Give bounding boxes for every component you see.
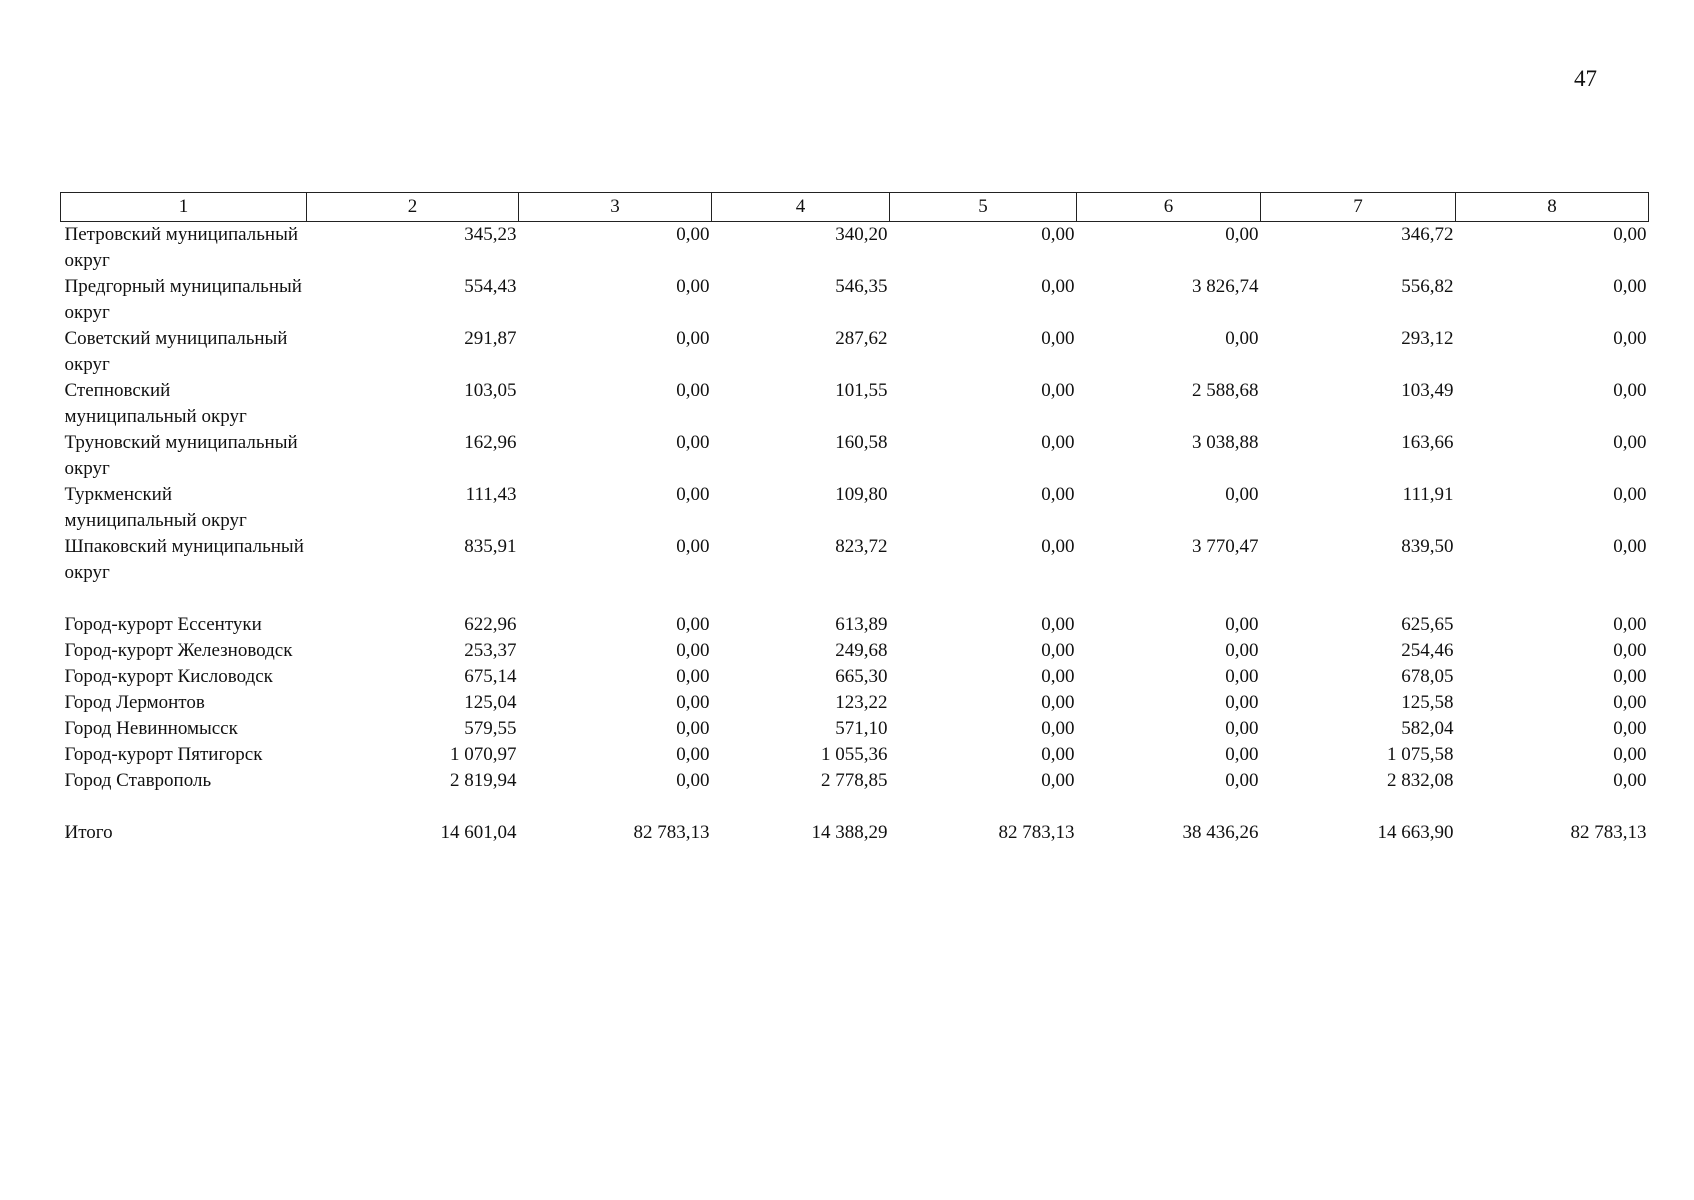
- cell-value: 0,00: [1613, 276, 1647, 297]
- cell-value: 0,00: [1041, 744, 1075, 765]
- cell-value: 839,50: [1401, 536, 1454, 557]
- row-label: Степновский муниципальный округ: [64, 380, 247, 427]
- cell-value: 0,00: [1613, 614, 1647, 635]
- cell-value: 123,22: [835, 692, 888, 713]
- cell-value: 0,00: [1225, 692, 1259, 713]
- column-header: 4: [712, 193, 890, 222]
- cell-value: 125,58: [1401, 692, 1454, 713]
- table-row: [61, 638, 1649, 664]
- cell-value: 0,00: [1041, 536, 1075, 557]
- cell-value: 0,00: [676, 744, 710, 765]
- cell-value: 0,00: [1225, 328, 1259, 349]
- cell-value: 162,96: [464, 432, 517, 453]
- cell-value: 0,00: [1041, 484, 1075, 505]
- table-row: [61, 378, 1649, 430]
- cell-value: 0,00: [1613, 432, 1647, 453]
- cell-value: 823,72: [835, 536, 888, 557]
- cell-value: 0,00: [1041, 640, 1075, 661]
- cell-value: 0,00: [1041, 770, 1075, 791]
- cell-value: 340,20: [835, 224, 888, 245]
- column-header: 5: [890, 193, 1077, 222]
- row-label: Город-курорт Кисловодск: [64, 666, 273, 687]
- row-label: Предгорный муниципальный округ: [64, 276, 302, 323]
- cell-value: 101,55: [835, 380, 888, 401]
- cell-value: 625,65: [1401, 614, 1454, 635]
- cell-value: 613,89: [835, 614, 888, 635]
- table-row: [61, 534, 1649, 612]
- cell-value: 835,91: [464, 536, 517, 557]
- table-row: [61, 222, 1649, 275]
- cell-value: 346,72: [1401, 224, 1454, 245]
- cell-value: 0,00: [1613, 770, 1647, 791]
- cell-value: 546,35: [835, 276, 888, 297]
- cell-value: 2 588,68: [1192, 380, 1259, 401]
- table-row: [61, 612, 1649, 638]
- row-label: Советский муниципальный округ: [64, 328, 288, 375]
- cell-value: 571,10: [835, 718, 888, 739]
- total-row: [61, 794, 1649, 846]
- cell-value: 0,00: [1225, 640, 1259, 661]
- cell-value: 254,46: [1401, 640, 1454, 661]
- row-label: Город Ставрополь: [64, 770, 212, 791]
- cell-value: 0,00: [676, 692, 710, 713]
- column-header: 3: [519, 193, 712, 222]
- cell-value: 0,00: [1041, 224, 1075, 245]
- cell-value: 1 075,58: [1387, 744, 1454, 765]
- column-header: 7: [1261, 193, 1456, 222]
- cell-value: 0,00: [676, 640, 710, 661]
- cell-value: 3 826,74: [1192, 276, 1259, 297]
- cell-value: 678,05: [1401, 666, 1454, 687]
- total-value: 14 601,04: [440, 822, 517, 843]
- cell-value: 0,00: [676, 666, 710, 687]
- cell-value: 0,00: [1041, 328, 1075, 349]
- cell-value: 0,00: [1041, 692, 1075, 713]
- cell-value: 111,43: [465, 484, 517, 505]
- cell-value: 0,00: [1225, 770, 1259, 791]
- table-row: [61, 690, 1649, 716]
- cell-value: 0,00: [1041, 380, 1075, 401]
- cell-value: 582,04: [1401, 718, 1454, 739]
- table-row: [61, 326, 1649, 378]
- cell-value: 0,00: [1613, 484, 1647, 505]
- cell-value: 3 770,47: [1192, 536, 1259, 557]
- cell-value: 103,49: [1401, 380, 1454, 401]
- column-header: 6: [1077, 193, 1261, 222]
- cell-value: 0,00: [1613, 380, 1647, 401]
- cell-value: 0,00: [676, 276, 710, 297]
- cell-value: 345,23: [464, 224, 517, 245]
- cell-value: 0,00: [1225, 718, 1259, 739]
- table-row: [61, 274, 1649, 326]
- cell-value: 103,05: [464, 380, 517, 401]
- cell-value: 0,00: [676, 770, 710, 791]
- cell-value: 0,00: [676, 614, 710, 635]
- cell-value: 253,37: [464, 640, 517, 661]
- cell-value: 675,14: [464, 666, 517, 687]
- cell-value: 579,55: [464, 718, 517, 739]
- cell-value: 0,00: [1041, 432, 1075, 453]
- table-row: [61, 664, 1649, 690]
- cell-value: 0,00: [676, 536, 710, 557]
- cell-value: 2 819,94: [450, 770, 517, 791]
- column-header: 2: [307, 193, 519, 222]
- cell-value: 109,80: [835, 484, 888, 505]
- cell-value: 1 070,97: [450, 744, 517, 765]
- cell-value: 0,00: [1041, 276, 1075, 297]
- cell-value: 0,00: [1041, 718, 1075, 739]
- cell-value: 160,58: [835, 432, 888, 453]
- cell-value: 0,00: [1613, 718, 1647, 739]
- cell-value: 0,00: [1613, 224, 1647, 245]
- table-row: [61, 768, 1649, 794]
- cell-value: 0,00: [1041, 666, 1075, 687]
- cell-value: 163,66: [1401, 432, 1454, 453]
- row-label: Город Лермонтов: [64, 692, 205, 713]
- total-value: 82 783,13: [998, 822, 1075, 843]
- cell-value: 556,82: [1401, 276, 1454, 297]
- cell-value: 665,30: [835, 666, 888, 687]
- total-value: 82 783,13: [633, 822, 710, 843]
- cell-value: 0,00: [1041, 614, 1075, 635]
- total-value: 14 388,29: [811, 822, 888, 843]
- table-row: [61, 716, 1649, 742]
- data-table: [60, 192, 1649, 846]
- row-label: Шпаковский муниципальный округ: [64, 536, 304, 583]
- cell-value: 287,62: [835, 328, 888, 349]
- cell-value: 0,00: [1613, 328, 1647, 349]
- cell-value: 0,00: [676, 718, 710, 739]
- cell-value: 0,00: [676, 484, 710, 505]
- cell-value: 293,12: [1401, 328, 1454, 349]
- cell-value: 0,00: [1225, 614, 1259, 635]
- cell-value: 111,91: [1402, 484, 1454, 505]
- table-row: [61, 430, 1649, 482]
- table-row: [61, 482, 1649, 534]
- page-number: 47: [1574, 66, 1597, 91]
- total-value: 14 663,90: [1377, 822, 1454, 843]
- cell-value: 3 038,88: [1192, 432, 1259, 453]
- cell-value: 291,87: [464, 328, 517, 349]
- cell-value: 2 832,08: [1387, 770, 1454, 791]
- column-header: 8: [1456, 193, 1649, 222]
- row-label: Туркменский муниципальный округ: [64, 484, 247, 531]
- cell-value: 0,00: [1613, 692, 1647, 713]
- cell-value: 554,43: [464, 276, 517, 297]
- total-value: 82 783,13: [1570, 822, 1647, 843]
- cell-value: 0,00: [1613, 744, 1647, 765]
- cell-value: 2 778,85: [821, 770, 888, 791]
- cell-value: 0,00: [676, 380, 710, 401]
- cell-value: 0,00: [1613, 640, 1647, 661]
- cell-value: 0,00: [1613, 666, 1647, 687]
- cell-value: 125,04: [464, 692, 517, 713]
- cell-value: 0,00: [676, 432, 710, 453]
- header-row: [61, 193, 1649, 222]
- cell-value: 0,00: [1613, 536, 1647, 557]
- total-value: 38 436,26: [1182, 822, 1259, 843]
- cell-value: 622,96: [464, 614, 517, 635]
- column-header: 1: [61, 193, 307, 222]
- row-label: Город Невинномысск: [64, 718, 238, 739]
- cell-value: 1 055,36: [821, 744, 888, 765]
- cell-value: 0,00: [1225, 744, 1259, 765]
- cell-value: 0,00: [676, 224, 710, 245]
- row-label: Петровский муниципальный округ: [64, 224, 299, 271]
- total-label: Итого: [64, 822, 113, 843]
- row-label: Город-курорт Железноводск: [64, 640, 293, 661]
- row-label: Город-курорт Ессентуки: [64, 614, 262, 635]
- table-row: [61, 742, 1649, 768]
- cell-value: 0,00: [1225, 666, 1259, 687]
- cell-value: 0,00: [1225, 484, 1259, 505]
- cell-value: 249,68: [835, 640, 888, 661]
- row-label: Труновский муниципальный округ: [64, 432, 298, 479]
- cell-value: 0,00: [676, 328, 710, 349]
- row-label: Город-курорт Пятигорск: [64, 744, 263, 765]
- cell-value: 0,00: [1225, 224, 1259, 245]
